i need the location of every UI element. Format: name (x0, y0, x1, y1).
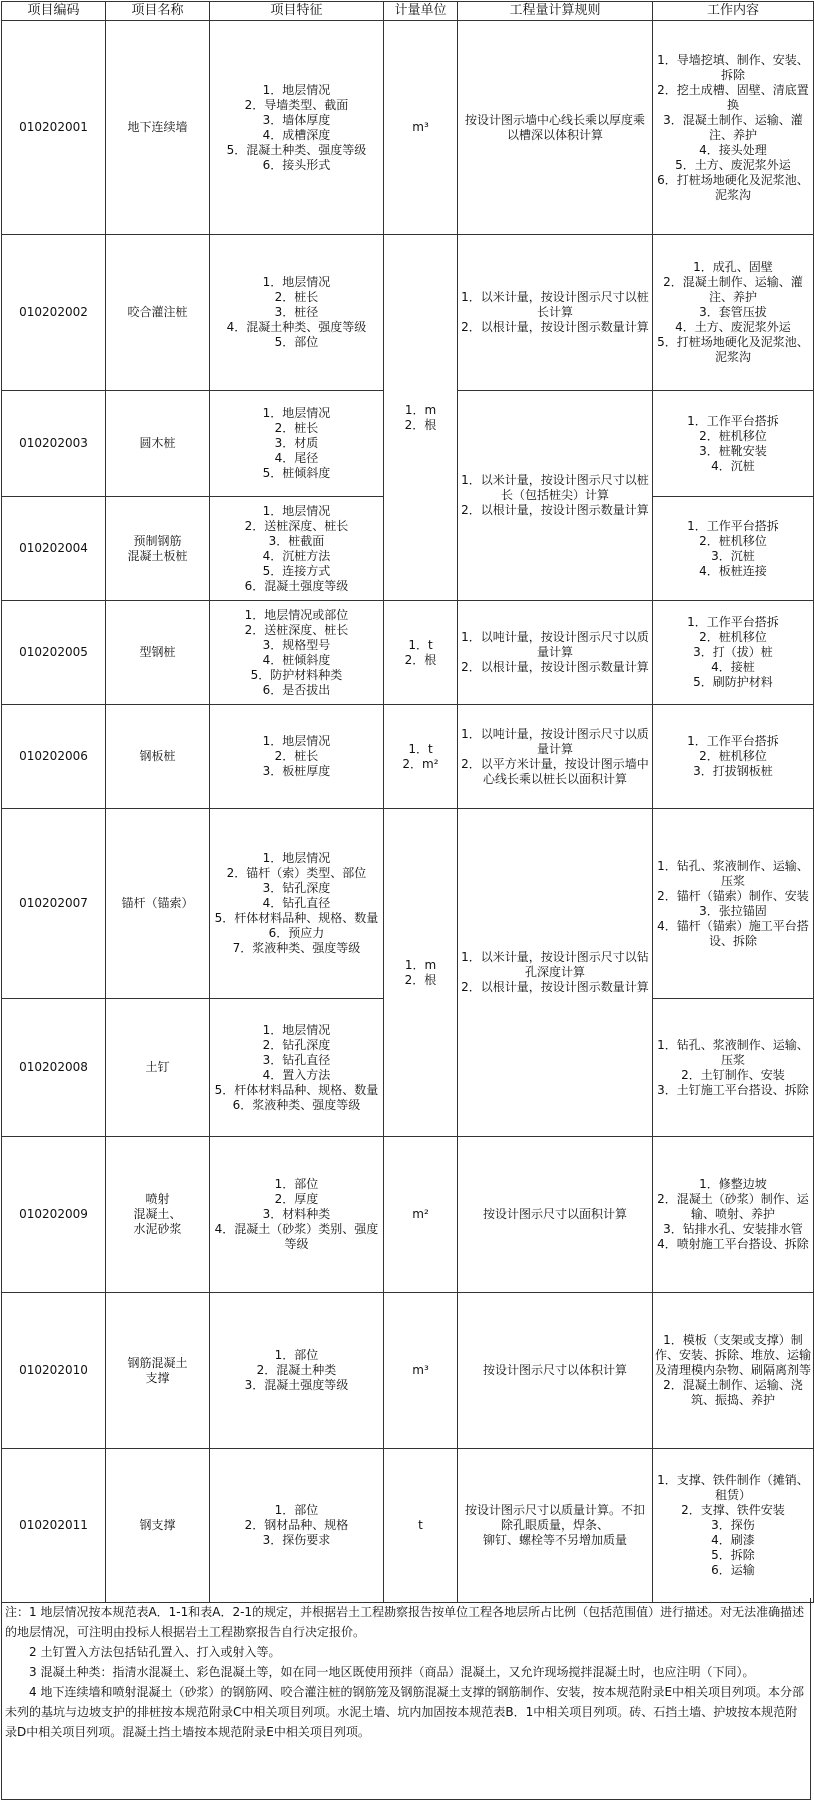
item-features-line: 1．地层情况或部位 (244, 607, 349, 622)
item-work (653, 235, 814, 391)
item-name-line: 喷射 (145, 1192, 170, 1206)
table-row (2, 705, 814, 809)
item-code: 010202010 (2, 1293, 106, 1449)
item-work-line: 4．喷射施工平台搭设、拆除 (657, 1237, 809, 1251)
table-row (2, 809, 814, 999)
item-features-line: 6．浆液种类、强度等级 (232, 1097, 361, 1112)
item-work-line: 1．工作平台搭拆 (687, 615, 779, 629)
item-rule-line: 1．以吨计量，按设计图示尺寸以质量计算 (461, 630, 649, 659)
item-features-line: 3．材质 (274, 436, 319, 450)
item-rule (458, 391, 653, 601)
item-rule-line: 2．以根计量，按设计图示数量计算 (461, 503, 649, 517)
item-features-line: 3．板桩厚度 (262, 764, 331, 778)
item-rule (458, 1293, 653, 1449)
bill-table (1, 1, 814, 1603)
item-features (210, 1449, 384, 1603)
item-features (210, 999, 384, 1137)
item-work-line: 1．支撑、铁件制作（摊销、租赁） (657, 1473, 809, 1502)
item-name (106, 235, 210, 391)
item-unit (384, 601, 458, 705)
item-work-line: 2．桩机移位 (699, 428, 767, 443)
item-features-line: 2．锚杆（索）类型、部位 (226, 866, 367, 880)
item-rule-line: 2．以根计量，按设计图示数量计算 (461, 320, 649, 334)
item-work-line: 4．接桩 (711, 660, 755, 674)
note-3: 3 混凝土种类：指清水混凝土、彩色混凝土等，如在同一地区既使用预拌（商品）混凝土，又允许现场搅拌混凝土时，也应注明（下同）。 (29, 1665, 755, 1679)
item-features-line: 2．厚度 (274, 1192, 319, 1206)
item-rule (458, 21, 653, 235)
item-rule-line: 1．以米计量，按设计图示尺寸以钻孔深度计算 (461, 950, 649, 979)
item-name (106, 1137, 210, 1293)
item-work-line: 4．接头处理 (699, 142, 767, 157)
item-features-line: 3．墙体厚度 (262, 112, 331, 127)
item-work-line: 4．沉桩 (711, 458, 755, 473)
item-work (653, 21, 814, 235)
item-features-line: 5．杆体材料品种、规格、数量 (214, 1082, 379, 1097)
item-work-line: 3．打（拔）桩 (693, 645, 773, 659)
item-features-line: 1．部位 (274, 1177, 319, 1191)
item-work (653, 497, 814, 601)
item-features (210, 391, 384, 497)
item-rule (458, 809, 653, 1137)
item-features-line: 4．置入方法 (262, 1067, 331, 1082)
item-name (106, 809, 210, 999)
item-features-line: 4．钻孔直径 (262, 896, 331, 910)
item-work-line: 5．拆除 (711, 1548, 755, 1562)
item-features-line: 4．沉桩方法 (262, 548, 331, 563)
table-row (2, 1137, 814, 1293)
item-features-line: 3．钻孔深度 (262, 881, 331, 895)
item-name-line: 混凝土板桩 (127, 548, 188, 563)
item-features-line: 1．地层情况 (262, 275, 331, 289)
item-work-line: 5．打桩场地硬化及泥浆池、泥浆沟 (657, 335, 809, 364)
item-features (210, 21, 384, 235)
item-name (106, 601, 210, 705)
item-features-line: 2．钻孔深度 (262, 1037, 331, 1052)
item-features-line: 2．混凝土种类 (256, 1363, 337, 1377)
item-work-line: 1．钻孔、浆液制作、运输、压浆 (657, 1037, 809, 1067)
item-unit-line: 2．根 (404, 417, 437, 432)
item-unit-line: 1．m (404, 402, 437, 417)
item-features-line: 6．接头形式 (262, 157, 331, 172)
table-row (2, 601, 814, 705)
item-name-line: 钢筋混凝土 (127, 1355, 188, 1370)
item-features-line: 5．混凝土种类、强度等级 (226, 142, 367, 157)
item-work-line: 2．挖土成槽、固壁、清底置换 (657, 82, 809, 112)
item-work (653, 1449, 814, 1603)
item-rule-line: 1．以吨计量，按设计图示尺寸以质量计算 (461, 726, 649, 756)
note-4: 4 地下连续墙和喷射混凝土（砂浆）的钢筋网、咬合灌注桩的钢筋笼及钢筋混凝土支撑的钢筋制作、安装，按本规范附录E中相关项目列项。本分部未列的基坑与边坡支护的排桩按本规范附录C中相关项目列项。水泥土墙、坑内加固按本规范表B．1中相关项目列项。砖、石挡土墙、护坡按本规范附录D中相关项目列项。混凝土挡土墙按本规范附录E中相关项目列项。 (5, 1685, 805, 1739)
item-work-line: 2．锚杆（锚索）制作、安装 (657, 888, 809, 903)
item-unit-line: 2．根 (404, 652, 437, 667)
item-code: 010202006 (2, 705, 106, 809)
item-work-line: 3．钻排水孔、安装排水管 (663, 1222, 803, 1236)
item-unit (384, 705, 458, 809)
item-work-line: 4．刷漆 (711, 1533, 755, 1547)
item-features-line: 2．桩长 (274, 421, 319, 435)
item-rule (458, 705, 653, 809)
item-features (210, 809, 384, 999)
table-row (2, 21, 814, 235)
item-work-line: 2．桩机移位 (699, 533, 767, 548)
note-1: 注：1 地层情况按本规范表A．1-1和表A．2-1的规定，并根据岩土工程勘察报告按单位工程各地层所占比例（包括范围值）进行描述。对无法准确描述的地层情况，可注明由投标人根据岩土工程勘察报告自行决定报价。 (5, 1605, 805, 1639)
item-work-line: 4．锚杆（锚索）施工平台搭设、拆除 (657, 918, 809, 948)
item-rule-line: 按设计图示尺寸以面积计算 (482, 1207, 627, 1221)
item-features-line: 1．地层情况 (262, 406, 331, 420)
item-features-line: 2．导墙类型、截面 (244, 97, 349, 112)
item-work-line: 2．土钉制作、安装 (681, 1067, 785, 1082)
item-features-line: 3．桩径 (274, 305, 319, 319)
header-unit: 计量单位 (384, 2, 458, 21)
item-features (210, 601, 384, 705)
item-work-line: 4．板桩连接 (699, 563, 767, 578)
item-work-line: 1．成孔、固壁 (693, 260, 773, 274)
item-work (653, 809, 814, 999)
item-rule-line: 按设计图示墙中心线长乘以厚度乘以槽深以体积计算 (464, 112, 645, 142)
item-rule-line: 1．以米计量，按设计图示尺寸以桩长（包括桩尖）计算 (461, 473, 649, 502)
item-features-line: 2．送桩深度、桩长 (244, 518, 349, 533)
item-work (653, 1293, 814, 1449)
item-unit-line: 2．m² (402, 756, 439, 771)
item-name-line: 土钉 (145, 1060, 170, 1074)
item-features-line: 3．材料种类 (262, 1207, 331, 1221)
item-features-line: 7．浆液种类、强度等级 (232, 941, 361, 955)
item-features (210, 497, 384, 601)
item-features-line: 2．桩长 (274, 749, 319, 763)
item-work-line: 2．桩机移位 (699, 749, 767, 763)
item-name (106, 1293, 210, 1449)
item-features-line: 6．混凝土强度等级 (244, 578, 349, 593)
item-features-line: 6．预应力 (268, 926, 325, 940)
item-unit (384, 809, 458, 1137)
item-name (106, 21, 210, 235)
item-name-line: 咬合灌注桩 (127, 305, 188, 319)
item-features-line: 1．地层情况 (262, 82, 331, 97)
item-name-line: 圆木桩 (139, 436, 176, 450)
item-work-line: 3．套管压拔 (699, 305, 767, 319)
item-name (106, 497, 210, 601)
item-work-line: 2．混凝土（砂浆）制作、运输、喷射、养护 (657, 1192, 809, 1221)
table-row (2, 1293, 814, 1449)
item-work-line: 1．钻孔、浆液制作、运输、压浆 (657, 858, 809, 888)
item-features-line: 5．连接方式 (262, 563, 331, 578)
item-work-line: 3．张拉锚固 (699, 903, 767, 918)
item-work (653, 705, 814, 809)
item-rule-line: 2．以根计量，按设计图示数量计算 (461, 980, 649, 994)
item-work-line: 1．模板（支架或支撑）制作、安装、拆除、堆放、运输及清理模内杂物、刷隔离剂等 (655, 1333, 812, 1377)
item-name-line: 锚杆（锚索） (121, 896, 194, 910)
item-code: 010202007 (2, 809, 106, 999)
item-name (106, 1449, 210, 1603)
item-name-line: 预制钢筋 (133, 533, 182, 548)
item-code: 010202003 (2, 391, 106, 497)
table-row (2, 235, 814, 391)
item-unit (384, 21, 458, 235)
item-features (210, 235, 384, 391)
item-work (653, 601, 814, 705)
item-work-line: 3．桩靴安装 (699, 443, 767, 458)
item-rule-line: 1．以米计量，按设计图示尺寸以桩长计算 (461, 290, 649, 319)
item-work-line: 1．修整边坡 (699, 1177, 767, 1191)
header-rule: 工程量计算规则 (458, 2, 653, 21)
item-features-line: 3．桩截面 (268, 533, 325, 548)
item-features-line: 5．部位 (274, 335, 319, 349)
item-features-line: 1．部位 (274, 1503, 319, 1517)
item-work-line: 3．沉桩 (711, 548, 755, 563)
item-rule-line: 2．以平方米计量，按设计图示墙中心线长乘以桩长以面积计算 (461, 756, 649, 786)
header-row (2, 2, 814, 21)
item-work-line: 2．桩机移位 (699, 630, 767, 644)
item-rule-line: 2．以根计量，按设计图示数量计算 (461, 660, 649, 674)
item-work (653, 391, 814, 497)
item-features-line: 4．桩倾斜度 (262, 652, 331, 667)
item-features-line: 3．规格型号 (262, 637, 331, 652)
item-code: 010202005 (2, 601, 106, 705)
item-code: 010202002 (2, 235, 106, 391)
item-work-line: 2．混凝土制作、运输、浇筑、振捣、养护 (663, 1378, 803, 1407)
item-features-line: 1．部位 (274, 1348, 319, 1362)
item-features-line: 2．钢材品种、规格 (244, 1518, 349, 1532)
item-name-line: 地下连续墙 (127, 120, 188, 134)
item-unit (384, 1137, 458, 1293)
header-work: 工作内容 (653, 2, 814, 21)
header-features: 项目特征 (210, 2, 384, 21)
table-notes (1, 1598, 811, 1800)
item-name (106, 391, 210, 497)
item-unit-line: 1．t (408, 637, 433, 652)
item-features (210, 1137, 384, 1293)
item-work-line: 1．工作平台搭拆 (687, 518, 779, 533)
item-rule (458, 1449, 653, 1603)
item-name-line: 型钢桩 (139, 645, 176, 659)
item-unit-line: 1．m (404, 957, 437, 972)
item-code: 010202009 (2, 1137, 106, 1293)
item-work-line: 3．探伤 (711, 1518, 755, 1532)
header-name: 项目名称 (106, 2, 210, 21)
item-unit (384, 1293, 458, 1449)
item-work-line: 2．支撑、铁件安装 (681, 1503, 785, 1517)
item-code: 010202004 (2, 497, 106, 601)
item-work-line: 2．混凝土制作、运输、灌注、养护 (663, 275, 803, 304)
item-features-line: 3．钻孔直径 (262, 1052, 331, 1067)
item-work-line: 5．刷防护材料 (693, 675, 773, 689)
item-rule (458, 601, 653, 705)
item-work-line: 1．工作平台搭拆 (687, 734, 779, 748)
item-unit (384, 1449, 458, 1603)
item-work-line: 4．土方、废泥浆外运 (675, 320, 791, 334)
item-features-line: 6．是否拔出 (262, 682, 331, 697)
item-work-line: 6．打桩场地硬化及泥浆池、泥浆沟 (657, 172, 809, 202)
item-work-line: 5．土方、废泥浆外运 (675, 157, 791, 172)
item-rule (458, 235, 653, 391)
item-unit-line: m² (412, 1207, 429, 1221)
item-work-line: 3．土钉施工平台搭设、拆除 (657, 1082, 809, 1097)
item-features-line: 4．混凝土（砂浆）类别、强度等级 (214, 1222, 379, 1251)
header-code: 项目编码 (2, 2, 106, 21)
item-unit-line: t (418, 1518, 423, 1532)
item-features-line: 5．桩倾斜度 (262, 466, 331, 480)
item-name-line: 支撑 (145, 1370, 170, 1385)
item-unit-line: 2．根 (404, 972, 437, 987)
item-rule-line: 按设计图示尺寸以质量计算。不扣除孔眼质量，焊条、 (464, 1503, 645, 1532)
item-work-line: 1．工作平台搭拆 (687, 413, 779, 428)
item-name-line: 水泥砂浆 (133, 1222, 182, 1236)
item-work-line: 1．导墙挖填、制作、安装、拆除 (657, 52, 809, 82)
item-features-line: 5．杆体材料品种、规格、数量 (214, 911, 379, 925)
item-features-line: 4．混凝土种类、强度等级 (226, 320, 367, 334)
item-name-line: 钢支撑 (139, 1518, 176, 1532)
item-name (106, 999, 210, 1137)
item-name-line: 钢板桩 (139, 749, 176, 763)
item-features (210, 705, 384, 809)
item-rule-line: 按设计图示尺寸以体积计算 (482, 1363, 627, 1377)
item-name (106, 705, 210, 809)
table-row (2, 1449, 814, 1603)
item-unit (384, 235, 458, 601)
item-features-line: 1．地层情况 (262, 734, 331, 748)
item-features-line: 2．送桩深度、桩长 (244, 622, 349, 637)
item-work (653, 1137, 814, 1293)
item-features-line: 5．防护材料种类 (250, 667, 343, 682)
item-features-line: 1．地层情况 (262, 851, 331, 865)
item-work (653, 999, 814, 1137)
item-unit-line: m³ (412, 1363, 429, 1377)
item-features-line: 2．桩长 (274, 290, 319, 304)
item-features (210, 1293, 384, 1449)
item-code: 010202011 (2, 1449, 106, 1603)
item-work-line: 6．运输 (711, 1563, 755, 1577)
item-features-line: 1．地层情况 (262, 1022, 331, 1037)
note-2: 2 土钉置入方法包括钻孔置入、打入或射入等。 (29, 1645, 281, 1659)
item-code: 010202008 (2, 999, 106, 1137)
item-features-line: 1．地层情况 (262, 503, 331, 518)
item-name-line: 混凝土、 (133, 1207, 182, 1221)
item-rule-line: 铆钉、螺栓等不另增加质量 (482, 1533, 627, 1547)
item-features-line: 3．探伤要求 (262, 1533, 331, 1547)
item-code: 010202001 (2, 21, 106, 235)
item-features-line: 4．尾径 (274, 451, 319, 465)
item-unit-line: 1．t (408, 741, 433, 756)
item-unit-line: m³ (412, 120, 429, 134)
item-rule (458, 1137, 653, 1293)
item-features-line: 4．成槽深度 (262, 127, 331, 142)
item-work-line: 3．混凝土制作、运输、灌注、养护 (663, 112, 803, 142)
item-work-line: 3．打拔钢板桩 (693, 764, 773, 778)
item-features-line: 3．混凝土强度等级 (244, 1378, 349, 1392)
